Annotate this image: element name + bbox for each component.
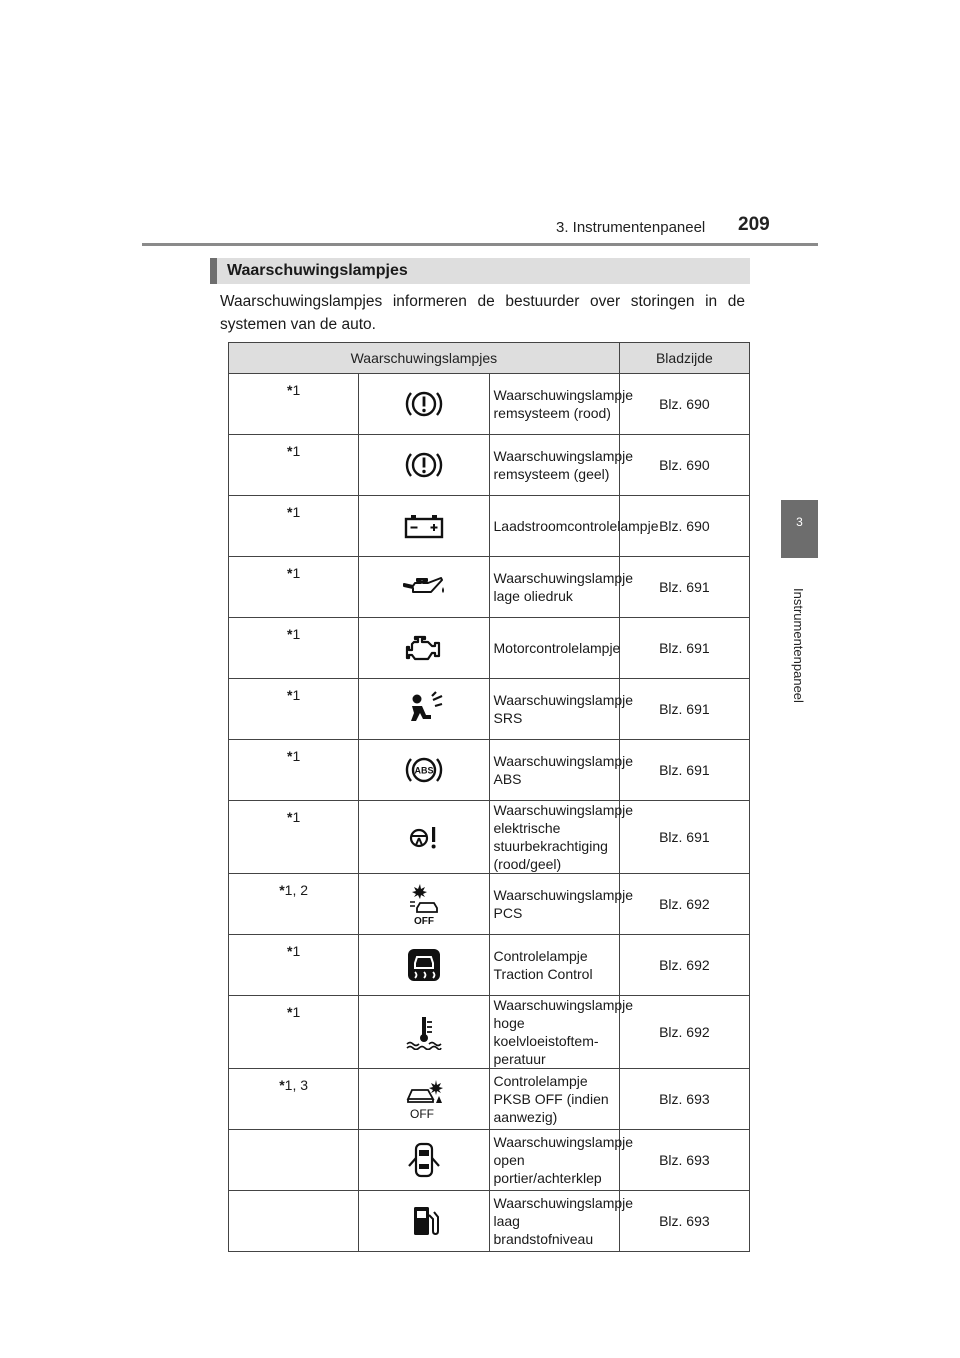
pksb-icon-text: OFF [409,1107,434,1121]
description-cell: Waarschuwingslampje elektrische stuurbekrachtiging (rood/geel) [489,801,619,874]
footnote-cell [229,996,359,1069]
header-lamps: Waarschuwingslampjes [229,343,620,374]
icon-cell [359,496,489,557]
footnote-cell [229,374,359,435]
description-cell: Motorcontrolelampje [489,618,619,679]
page-ref-cell: Blz. 691 [619,618,749,679]
side-tab [781,500,818,558]
table-row [229,374,750,435]
page-ref-cell: Blz. 691 [619,801,749,874]
icon-cell [359,1130,489,1191]
header-rule [142,243,818,246]
icon-cell [359,801,489,874]
footnote-star: * [287,626,293,642]
description-cell: Waarschuwingslampje SRS [489,679,619,740]
icon-cell [359,435,489,496]
table-row [229,435,750,496]
table-row [229,557,750,618]
footnote-cell [229,496,359,557]
description-cell: Laadstroomcontrolelampje [489,496,619,557]
airbag-icon [404,691,444,727]
table-row [229,935,750,996]
page-ref-cell: Blz. 692 [619,874,749,935]
icon-cell [359,740,489,801]
footnote-ref: 1 [292,565,301,581]
footnote-ref: 1, 3 [284,1077,309,1093]
footnote-ref: 1 [292,1004,301,1020]
footnote-star: * [287,1004,293,1020]
footnote-star: * [287,748,293,764]
table-row [229,1069,750,1130]
footnote-cell [229,801,359,874]
description-cell: Controlelampje PKSB OFF (indien aanwezig) [489,1069,619,1130]
table-row [229,740,750,801]
page-ref-cell: Blz. 691 [619,557,749,618]
footnote-cell [229,874,359,935]
page-ref-cell: Blz. 691 [619,679,749,740]
footnote-cell [229,618,359,679]
footnote-ref: 1 [292,943,301,959]
pcs-icon [404,882,444,926]
footnote-ref: 1 [292,809,301,825]
description-cell: Waarschuwingslampje PCS [489,874,619,935]
footnote-star: * [287,504,293,520]
coolant-temperature-icon [404,1014,444,1050]
engine-icon [404,632,444,664]
footnote-ref: 1 [292,748,301,764]
description-cell: Waarschuwingslampje ABS [489,740,619,801]
fuel-icon [406,1203,442,1239]
description-cell: Waarschuwingslampje laag brandstofniveau [489,1191,619,1252]
table-row [229,618,750,679]
battery-icon [403,511,445,541]
footnote-cell [229,1191,359,1252]
icon-cell [359,557,489,618]
table-row [229,679,750,740]
footnote-cell [229,679,359,740]
brake-warning-icon [404,386,444,422]
footnote-star: * [279,1077,285,1093]
table-row [229,874,750,935]
icon-cell [359,935,489,996]
icon-cell [359,618,489,679]
page-ref-cell: Blz. 693 [619,1069,749,1130]
description-cell: Waarschuwingslampje lage oliedruk [489,557,619,618]
brake-warning-icon [404,447,444,483]
footnote-star: * [279,882,285,898]
icon-cell [359,996,489,1069]
table-row [229,1130,750,1191]
table-row [229,996,750,1069]
page-ref-cell: Blz. 691 [619,740,749,801]
description-cell: Controlelampje Traction Control [489,935,619,996]
icon-cell [359,679,489,740]
traction-control-icon [406,947,442,983]
abs-icon [404,752,444,788]
footnote-star: * [287,687,293,703]
footnote-star: * [287,565,293,581]
footnote-ref: 1, 2 [284,882,309,898]
page-ref-cell: Blz. 692 [619,935,749,996]
description-cell: Waarschuwingslampje hoge koelvloeistoftem-peratuur [489,996,619,1069]
header-chapter: 3. Instrumentenpaneel [556,219,706,236]
open-door-icon [404,1141,444,1179]
footnote-cell [229,740,359,801]
power-steering-icon [404,821,444,853]
footnote-ref: 1 [292,382,301,398]
header-page: Bladzijde [619,343,749,374]
footnote-cell [229,935,359,996]
page-ref-cell: Blz. 690 [619,496,749,557]
footnote-star: * [287,809,293,825]
footnote-ref: 1 [292,504,301,520]
table-row [229,496,750,557]
intro-paragraph: Waarschuwingslampjes informeren de bestuurder over storingen in de systemen van de auto. [220,293,745,333]
footnote-star: * [287,943,293,959]
footnote-cell [229,435,359,496]
icon-cell [359,874,489,935]
description-cell: Waarschuwingslampje open portier/achterklep [489,1130,619,1191]
footnote-ref: 1 [292,687,301,703]
footnote-ref: 1 [292,443,301,459]
icon-cell [359,374,489,435]
table-header-row [229,343,750,374]
warning-lights-table [228,342,750,1252]
footnote-cell [229,1130,359,1191]
footnote-cell [229,1069,359,1130]
footnote-cell [229,557,359,618]
footnote-star: * [287,443,293,459]
oil-can-icon [400,573,448,601]
section-title: Waarschuwingslampjes [210,258,750,284]
abs-icon-text: ABS [414,765,434,776]
side-tab-number: 3 [796,515,803,529]
pksb-off-icon [402,1077,446,1121]
description-cell: Waarschuwingslampje remsysteem (rood) [489,374,619,435]
page-ref-cell: Blz. 690 [619,374,749,435]
page-number: 209 [738,214,770,235]
description-cell: Waarschuwingslampje remsysteem (geel) [489,435,619,496]
page-ref-cell: Blz. 693 [619,1130,749,1191]
footnote-ref: 1 [292,626,301,642]
footnote-star: * [287,382,293,398]
icon-cell [359,1191,489,1252]
pcs-icon-text: OFF [413,916,434,926]
icon-cell [359,1069,489,1130]
page-ref-cell: Blz. 690 [619,435,749,496]
table-row [229,1191,750,1252]
page-ref-cell: Blz. 692 [619,996,749,1069]
side-tab-label: Instrumentenpaneel [791,588,806,703]
table-row [229,801,750,874]
page-ref-cell: Blz. 693 [619,1191,749,1252]
